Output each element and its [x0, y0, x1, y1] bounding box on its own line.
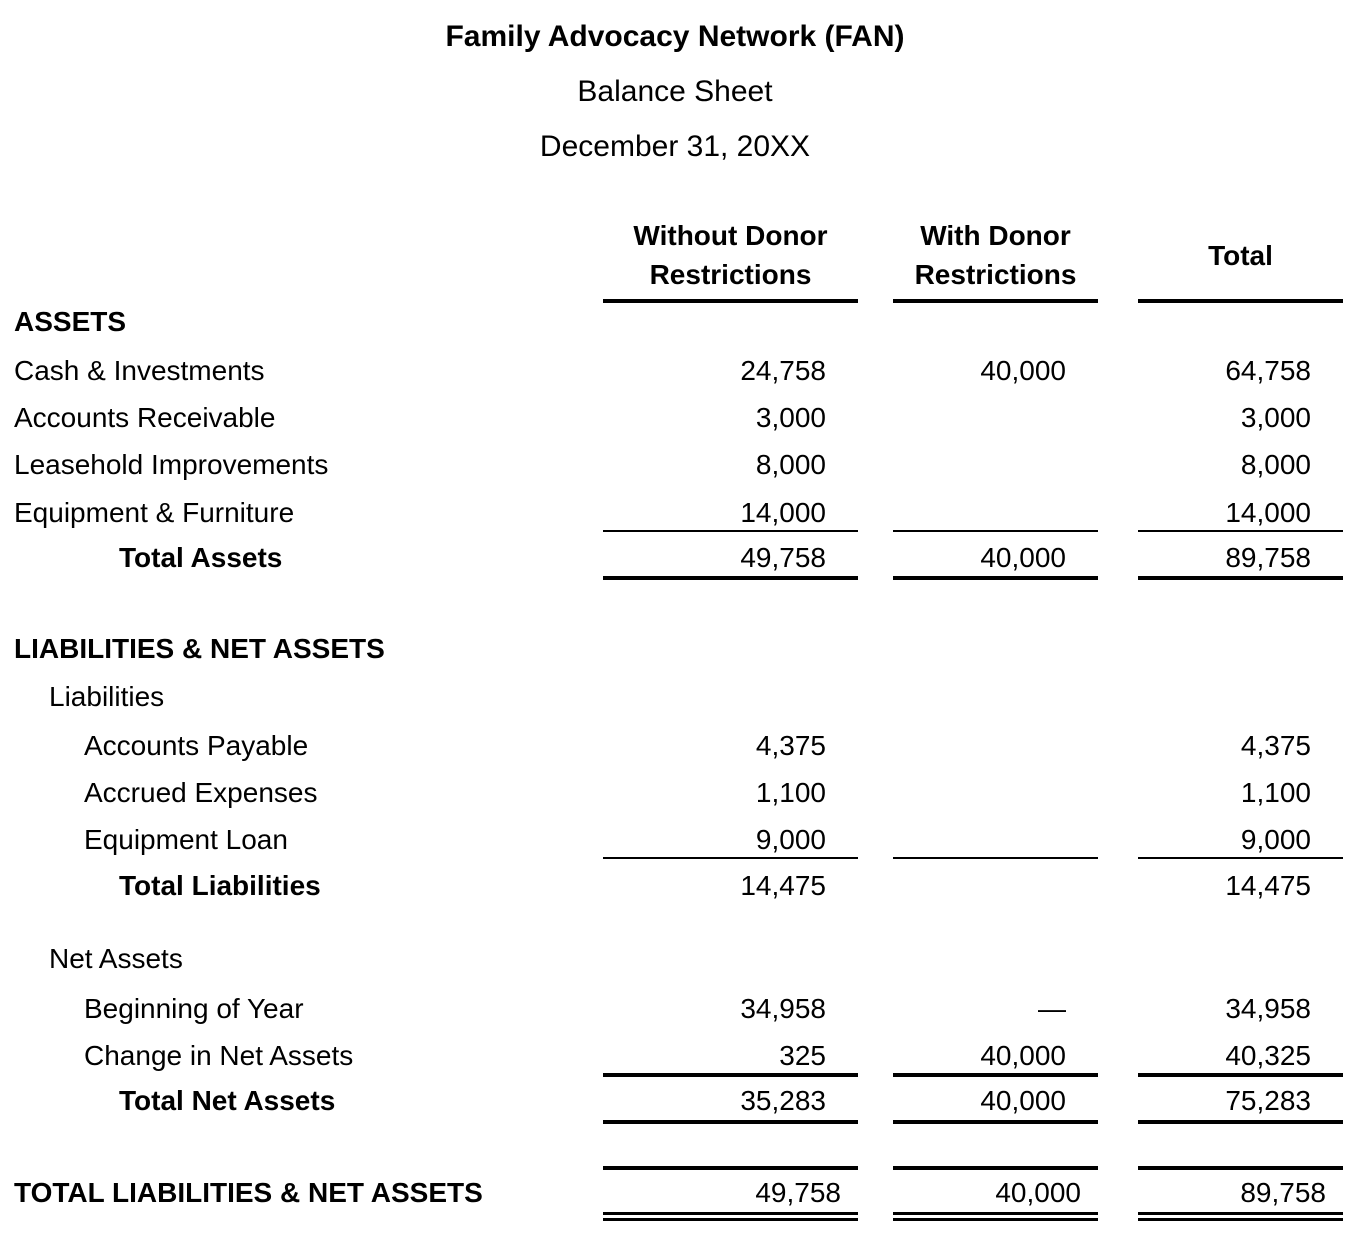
header-rule	[893, 299, 1098, 303]
row-label-cash: Cash & Investments	[14, 355, 265, 386]
subtotal-rule	[893, 857, 1098, 859]
subsection-net-assets: Net Assets	[49, 943, 183, 974]
grand-total-top-rule	[893, 1166, 1098, 1170]
cell-change-without: 325	[779, 1040, 826, 1071]
cell-change-total: 40,325	[1225, 1040, 1311, 1071]
section-liabilities-net-assets: LIABILITIES & NET ASSETS	[14, 633, 385, 664]
header-rule	[1138, 299, 1343, 303]
cell-receivable-total: 3,000	[1240, 402, 1311, 433]
cell-grand-total-total: 89,758	[1240, 1177, 1326, 1208]
subtotal-rule	[893, 1073, 1098, 1077]
cell-accrued-without: 1,100	[755, 777, 826, 808]
grand-total-top-rule	[1138, 1166, 1343, 1170]
cell-cash-with: 40,000	[980, 355, 1066, 386]
total-rule	[893, 1120, 1098, 1124]
cell-total-net-assets-without: 35,283	[740, 1085, 826, 1116]
section-assets: ASSETS	[14, 306, 127, 337]
cell-leasehold-without: 8,000	[755, 449, 826, 480]
cell-loan-without: 9,000	[755, 824, 826, 855]
double-underline	[603, 1212, 858, 1221]
grand-total-top-rule	[603, 1166, 858, 1170]
total-rule	[893, 576, 1098, 580]
cell-total-net-assets-with: 40,000	[980, 1085, 1066, 1116]
cell-accrued-total: 1,100	[1240, 777, 1311, 808]
cell-equipment-total: 14,000	[1225, 497, 1311, 528]
cell-receivable-without: 3,000	[755, 402, 826, 433]
report-title: Balance Sheet	[577, 75, 773, 108]
report-date: December 31, 20XX	[539, 130, 811, 163]
column-header-without-donor: Without Donor Restrictions	[633, 220, 828, 290]
row-label-receivable: Accounts Receivable	[14, 402, 276, 433]
row-label-loan: Equipment Loan	[84, 824, 288, 855]
cell-beginning-without: 34,958	[740, 993, 826, 1024]
cell-total-liabilities-total: 14,475	[1225, 870, 1311, 901]
cell-loan-total: 9,000	[1240, 824, 1311, 855]
cell-beginning-with: —	[1038, 993, 1066, 1024]
row-label-payable: Accounts Payable	[84, 730, 309, 761]
cell-grand-total-without: 49,758	[755, 1177, 841, 1208]
header-rule	[603, 299, 858, 303]
row-label-total-liabilities: Total Liabilities	[119, 870, 321, 901]
cell-total-liabilities-without: 14,475	[740, 870, 826, 901]
subtotal-rule	[1138, 1073, 1343, 1077]
double-underline	[893, 1212, 1098, 1221]
row-label-equipment: Equipment & Furniture	[14, 497, 295, 528]
cell-payable-total: 4,375	[1240, 730, 1311, 761]
subtotal-rule	[603, 530, 858, 532]
cell-beginning-total: 34,958	[1225, 993, 1311, 1024]
total-rule	[603, 576, 858, 580]
column-header-with-donor: With Donor Restrictions	[914, 220, 1077, 290]
total-rule	[603, 1120, 858, 1124]
cell-change-with: 40,000	[980, 1040, 1066, 1071]
row-label-total-assets: Total Assets	[119, 542, 283, 573]
column-header-total: Total	[1208, 240, 1273, 271]
subsection-liabilities: Liabilities	[49, 681, 165, 712]
cell-leasehold-total: 8,000	[1240, 449, 1311, 480]
row-label-leasehold: Leasehold Improvements	[14, 449, 329, 480]
cell-total-assets-total: 89,758	[1225, 542, 1311, 573]
double-underline	[1138, 1212, 1343, 1221]
subtotal-rule	[603, 1073, 858, 1077]
row-label-total-net-assets: Total Net Assets	[119, 1085, 336, 1116]
row-label-beginning: Beginning of Year	[84, 993, 304, 1024]
cell-total-net-assets-total: 75,283	[1225, 1085, 1311, 1116]
cell-payable-without: 4,375	[755, 730, 826, 761]
total-rule	[1138, 576, 1343, 580]
subtotal-rule	[1138, 857, 1343, 859]
cell-cash-without: 24,758	[740, 355, 826, 386]
subtotal-rule	[893, 530, 1098, 532]
subtotal-rule	[603, 857, 858, 859]
subtotal-rule	[1138, 530, 1343, 532]
row-label-grand-total: TOTAL LIABILITIES & NET ASSETS	[14, 1177, 483, 1208]
cell-total-assets-without: 49,758	[740, 542, 826, 573]
cell-cash-total: 64,758	[1225, 355, 1311, 386]
cell-grand-total-with: 40,000	[995, 1177, 1081, 1208]
cell-equipment-without: 14,000	[740, 497, 826, 528]
row-label-change: Change in Net Assets	[84, 1040, 354, 1071]
organization-name: Family Advocacy Network (FAN)	[445, 20, 905, 53]
total-rule	[1138, 1120, 1343, 1124]
cell-total-assets-with: 40,000	[980, 542, 1066, 573]
row-label-accrued: Accrued Expenses	[84, 777, 318, 808]
